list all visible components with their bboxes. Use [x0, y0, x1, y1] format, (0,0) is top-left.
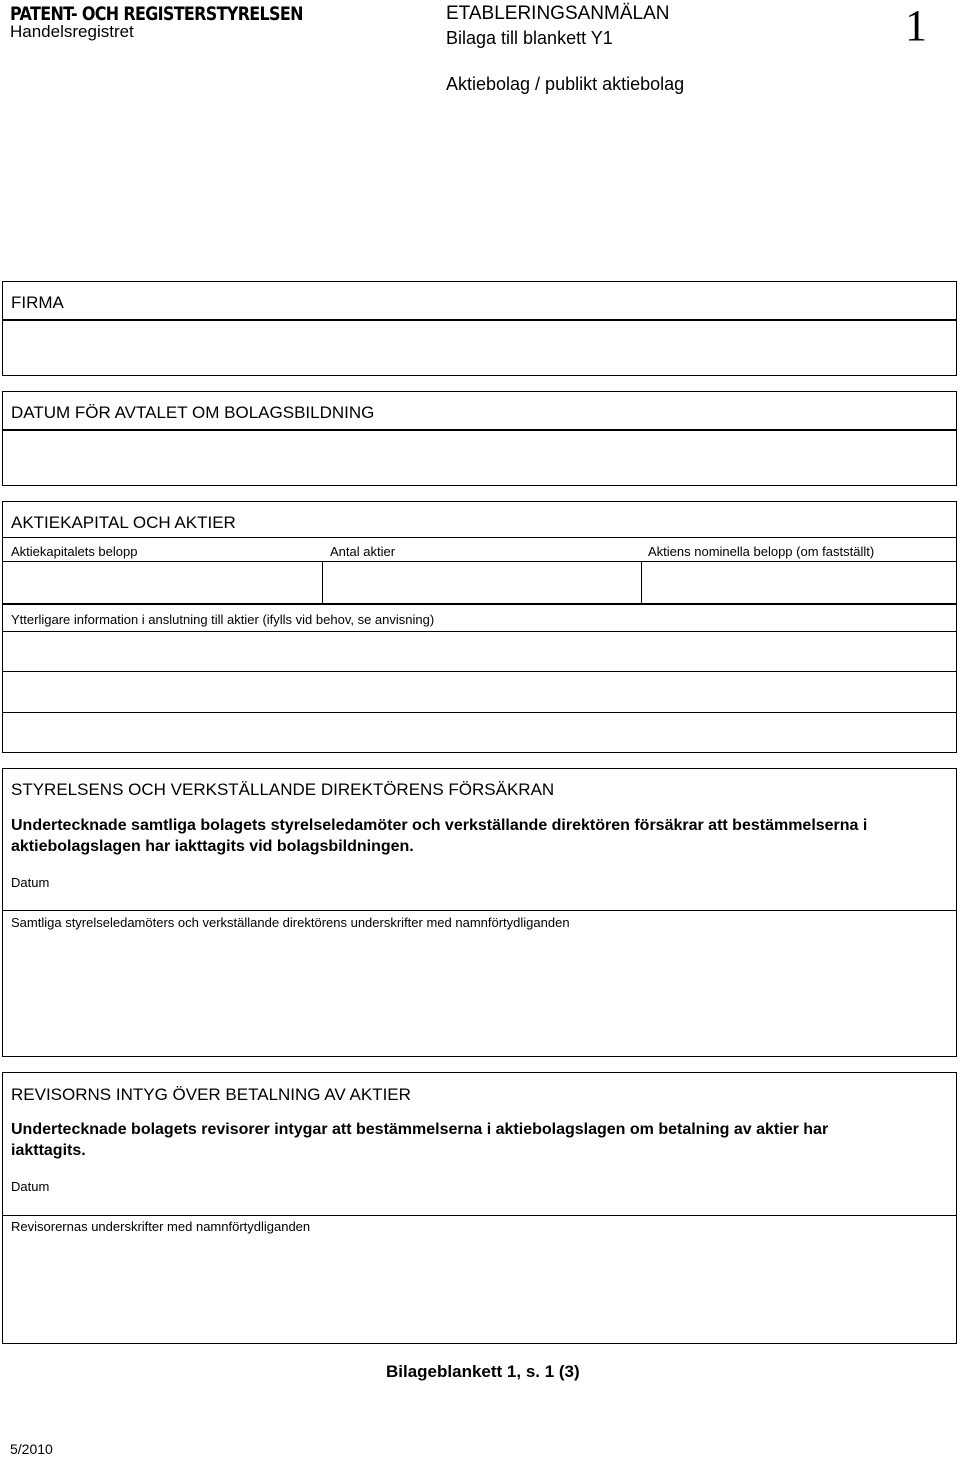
additional-info-line-2[interactable] [3, 672, 956, 711]
share-capital-section [2, 501, 957, 753]
board-assurance-statement: Undertecknade samtliga bolagets styrelseledamöter och verkställande direktören försäkrar att bestämmelserna i aktiebolagslagen har iakttagits vid bolagsbildningen. [11, 817, 868, 855]
nominal-value-label: Aktiens nominella belopp (om fastställt) [648, 544, 875, 559]
additional-info-line-1[interactable] [3, 632, 956, 671]
form-subtitle: Bilaga till blankett Y1 [446, 28, 613, 48]
agency-name: PATENT- OCH REGISTERSTYRELSEN [10, 3, 303, 25]
agreement-date-section [2, 391, 957, 486]
page-reference: Bilageblankett 1, s. 1 (3) [386, 1362, 580, 1381]
registry-name: Handelsregistret [10, 22, 134, 41]
page-number: 1 [905, 1, 927, 50]
divider [3, 319, 956, 321]
divider [3, 537, 956, 538]
divider [3, 603, 956, 605]
auditor-certificate-statement: Undertecknade bolagets revisorer intygar att bestämmelserna i aktiebolagslagen om betalning av aktier har iakttagits. [11, 1121, 829, 1159]
company-type: Aktiebolag / publikt aktiebolag [446, 74, 685, 94]
auditor-certificate-section [2, 1072, 957, 1344]
auditor-signatures-field[interactable] [3, 1237, 956, 1343]
share-count-label: Antal aktier [330, 544, 396, 559]
board-date-label: Datum [11, 875, 50, 890]
auditor-certificate-title: REVISORNS INTYG ÖVER BETALNING AV AKTIER [11, 1085, 411, 1104]
auditor-date-label: Datum [11, 1179, 50, 1194]
divider [3, 910, 956, 911]
board-date-field[interactable] [3, 893, 956, 910]
form-title: ETABLERINGSANMÄLAN [446, 3, 670, 24]
divider [3, 1215, 956, 1216]
agreement-date-title: DATUM FÖR AVTALET OM BOLAGSBILDNING [11, 403, 375, 422]
share-capital-amount-field[interactable] [3, 562, 321, 603]
firma-field[interactable] [3, 322, 956, 375]
share-capital-amount-label: Aktiekapitalets belopp [11, 544, 138, 559]
divider [3, 429, 956, 431]
board-assurance-section [2, 768, 957, 1057]
board-assurance-title: STYRELSENS OCH VERKSTÄLLANDE DIREKTÖRENS FÖRSÄKRAN [11, 780, 555, 799]
share-capital-title: AKTIEKAPITAL OCH AKTIER [11, 513, 236, 532]
board-signatures-field[interactable] [3, 933, 956, 1056]
additional-info-line-3[interactable] [3, 713, 956, 752]
share-count-field[interactable] [323, 562, 640, 603]
auditor-signatures-label: Revisorernas underskrifter med namnförtydliganden [11, 1219, 311, 1234]
form-version: 5/2010 [10, 1441, 53, 1457]
firma-title: FIRMA [11, 293, 64, 312]
agreement-date-field[interactable] [3, 432, 956, 485]
board-signatures-label: Samtliga styrelseledamöters och verkställande direktörens underskrifter med namnförtydliganden [11, 915, 570, 930]
firma-section [2, 281, 957, 376]
auditor-date-field[interactable] [3, 1197, 956, 1215]
nominal-value-field[interactable] [642, 562, 956, 603]
additional-info-label: Ytterligare information i anslutning till aktier (ifylls vid behov, se anvisning) [11, 612, 435, 627]
